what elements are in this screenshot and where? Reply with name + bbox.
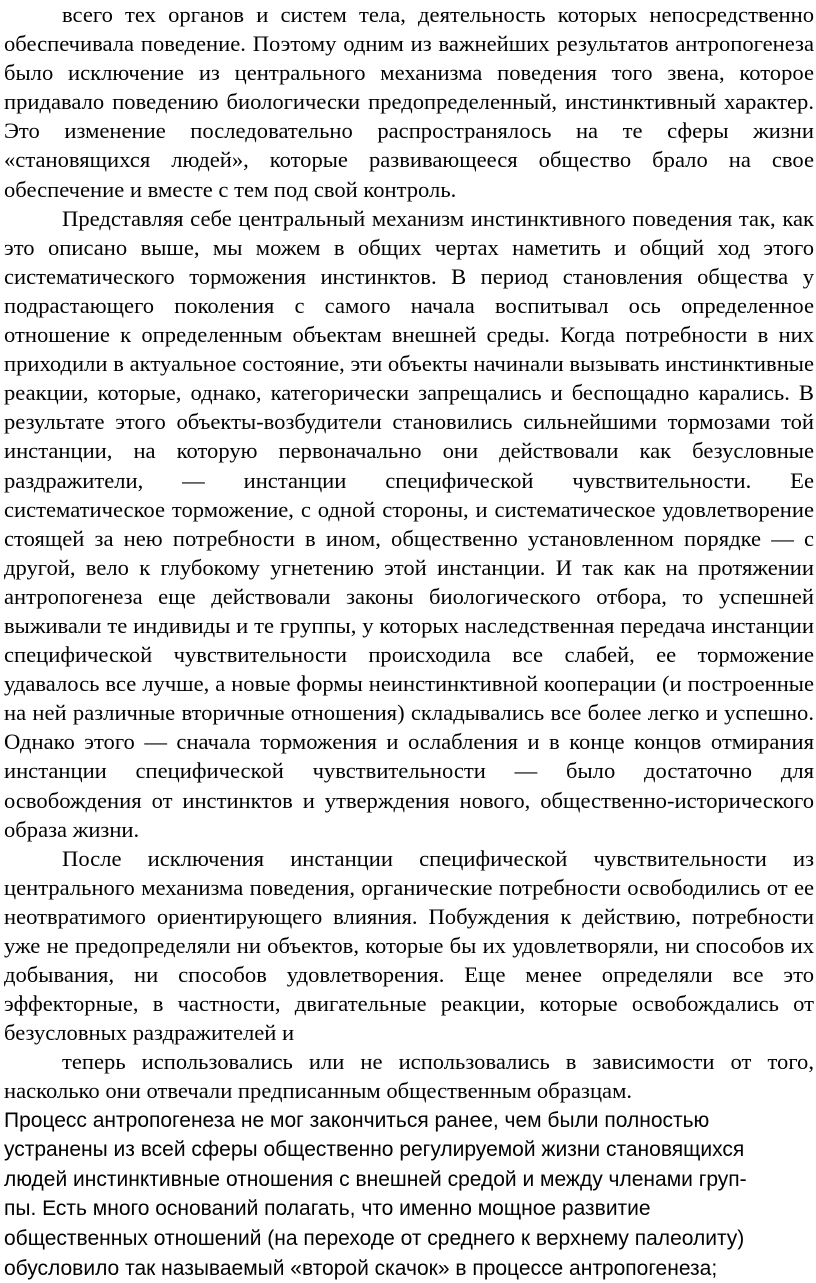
- sans-line-1: Процесс антропогенеза не мог закончиться ранее, чем были полностью: [4, 1108, 710, 1132]
- sans-serif-passage: [4, 1106, 814, 1283]
- paragraph-1: всего тех органов и систем тела, деятельность которых непосредственно обеспечивала поведение. Поэтому одним из важнейших результатов антропогенеза было исключение из центрального механизма поведения того звена, которое придавало поведению биологически предопределенный, инстинктивный характер. Это изменение последовательно распространялось на те сферы жизни «становящихся людей», которые развивающееся общество брало на свое обеспечение и вместе с тем под свой контроль.: [4, 2, 814, 202]
- sans-line-4: пы. Есть много оснований полагать, что именно мощное развитие: [4, 1197, 651, 1221]
- sans-line-5: общественных отношений (на переходе от среднего к верхнему палеолиту): [4, 1226, 745, 1250]
- sans-line-3: людей инстинктивные отношения с внешней средой и между членами груп-: [4, 1167, 747, 1191]
- paragraph-4: теперь использовались или не использовались в зависимости от того, насколько они отвечали предписанным общественным образцам.: [4, 1049, 814, 1104]
- paragraph-3: После исключения инстанции специфической чувствительности из центрального механизма поведения, органические потребности освободились от ее неотвратимого ориентирующего влияния. Побуждения к действию, потребности уже не предопределяли ни объектов, которые бы их удовлетворяли, ни способов их добывания, ни способов удовлетворения. Еще менее определяли все это эффекторные, в частности, двигательные реакции, которые освобождались от безусловных раздражителей и: [4, 845, 814, 1046]
- paragraph-2: Представляя себе центральный механизм инстинктивного поведения так, как это описано выше, мы можем в общих чертах наметить и общий ход этого систематического торможения инстинктов. В период становления общества у подрастающего поколения с самого начала воспитывал ось определенное отношение к определенным объектам внешней среды. Когда потребности в них приходили в актуальное состояние, эти объекты начинали вызывать инстинктивные реакции, которые, однако, категорически запрещались и беспощадно карались. В результате этого объекты-возбудители становились сильнейшими тормозами той инстанции, на которую первоначально они действовали как безусловные раздражители, — инстанции специфической чувствительности. Ее систематическое торможение, с одной стороны, и систематическое удовлетворение стоящей за нею потребности в ином, общественно установленном порядке — с другой, вело к глубокому угнетению этой инстанции. И так как на протяжении антропогенеза еще действовали законы биологического отбора, то успешней выживали те индивиды и те группы, у которых наследственная передача инстанции специфической чувствительности происходила все слабей, ее торможение удавалось все лучше, а новые формы неинстинктивной кооперации (и построенные на ней различные вторичные отношения) складывались все более легко и успешно. Однако этого — сначала торможения и ослабления и в конце концов отмирания инстанции специфической чувствительности — было достаточно для освобождения от инстинктов и утверждения нового, общественно-исторического образа жизни.: [4, 205, 814, 842]
- sans-line-6: обусловило так называемый «второй скачок» в процессе антропогенеза;: [4, 1256, 718, 1280]
- sans-line-2: устранены из всей сферы общественно регулируемой жизни становящихся: [4, 1138, 745, 1162]
